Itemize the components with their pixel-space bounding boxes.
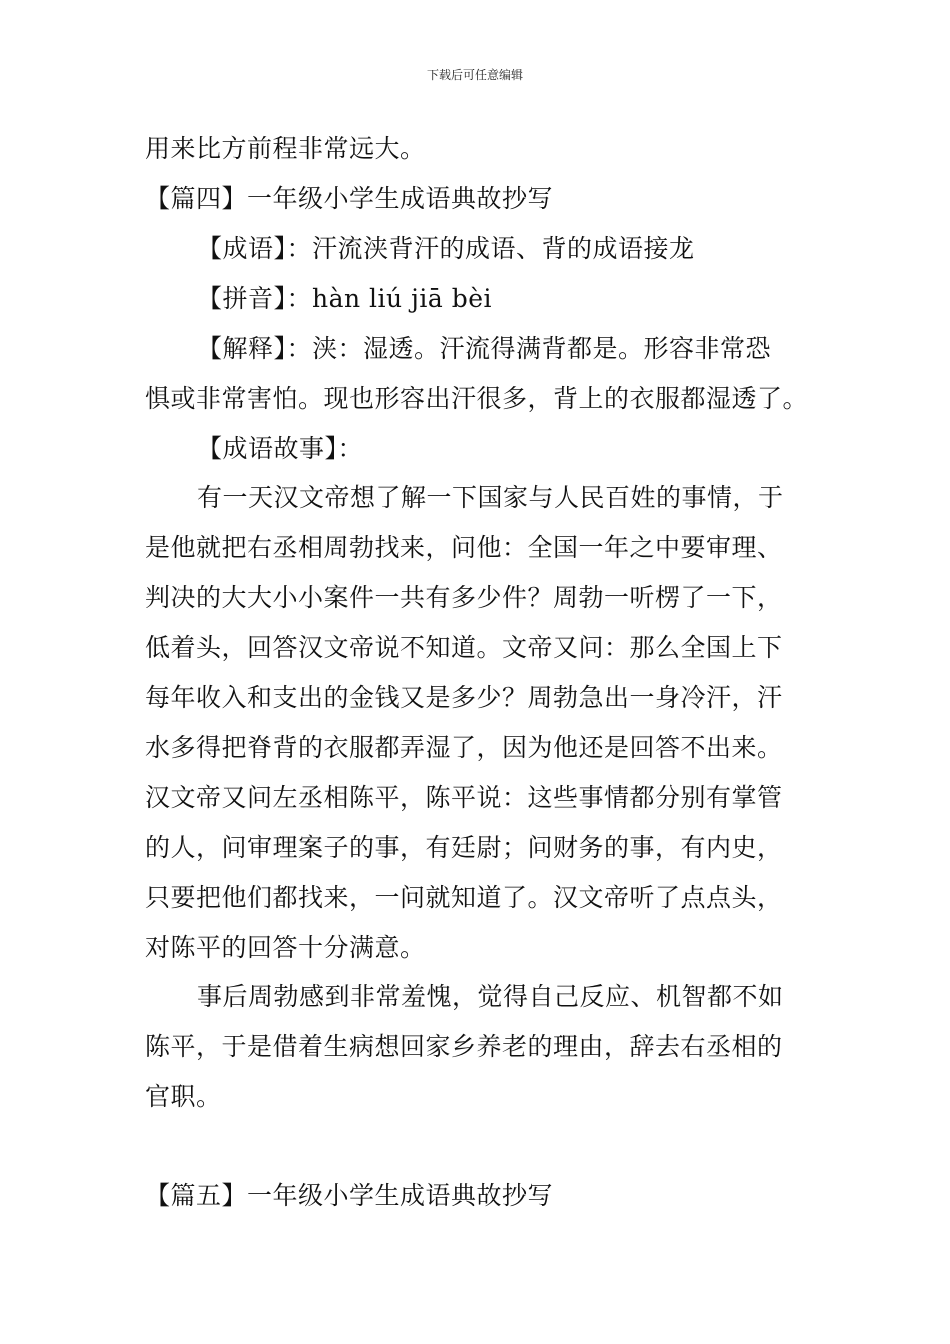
text-line: 官职。 — [145, 1082, 222, 1111]
text-line: 每年收入和支出的金钱又是多少？周勃急出一身冷汗，汗 — [145, 683, 783, 712]
idiom-label-line: 【成语】：汗流浃背汗的成语、背的成语接龙 — [197, 234, 695, 263]
text-line: 用来比方前程非常远大。 — [145, 134, 426, 163]
text-line: 水多得把脊背的衣服都弄湿了，因为他还是回答不出来。 — [145, 733, 783, 762]
text-line: 判决的大大小小案件一共有多少件？周勃一听楞了一下， — [145, 583, 783, 612]
text-line: 的人，问审理案子的事，有廷尉；问财务的事，有内史， — [145, 833, 783, 862]
text-line: 汉文帝又问左丞相陈平，陈平说：这些事情都分别有掌管 — [145, 783, 783, 812]
text-line: 陈平，于是借着生病想回家乡养老的理由，辞去右丞相的 — [145, 1032, 783, 1061]
page-header: 下载后可任意编辑 — [426, 68, 523, 82]
text-line: 对陈平的回答十分满意。 — [145, 933, 426, 962]
text-line: 低着头，回答汉文帝说不知道。文帝又问：那么全国上下 — [145, 633, 783, 662]
text-line: 只要把他们都找来，一问就知道了。汉文帝听了点点头， — [145, 883, 783, 912]
text-line: 是他就把右丞相周勃找来，问他：全国一年之中要审理、 — [145, 533, 783, 562]
story-heading: 【成语故事】： — [197, 434, 364, 463]
section-heading: 【篇五】一年级小学生成语典故抄写 — [145, 1181, 554, 1210]
section-heading: 【篇四】一年级小学生成语典故抄写 — [145, 184, 554, 213]
text-line: 惧或非常害怕。现也形容出汗很多，背上的衣服都湿透了。 — [145, 384, 809, 413]
text-line: 事后周勃感到非常羞愧，觉得自己反应、机智都不如 — [197, 982, 784, 1011]
pinyin-line: 【拼音】：hàn liú jiā bèi — [197, 284, 492, 313]
explanation-line: 【解释】：浃：湿透。汗流得满背都是。形容非常恐 — [197, 334, 772, 363]
text-line: 有一天汉文帝想了解一下国家与人民百姓的事情，于 — [197, 483, 784, 512]
